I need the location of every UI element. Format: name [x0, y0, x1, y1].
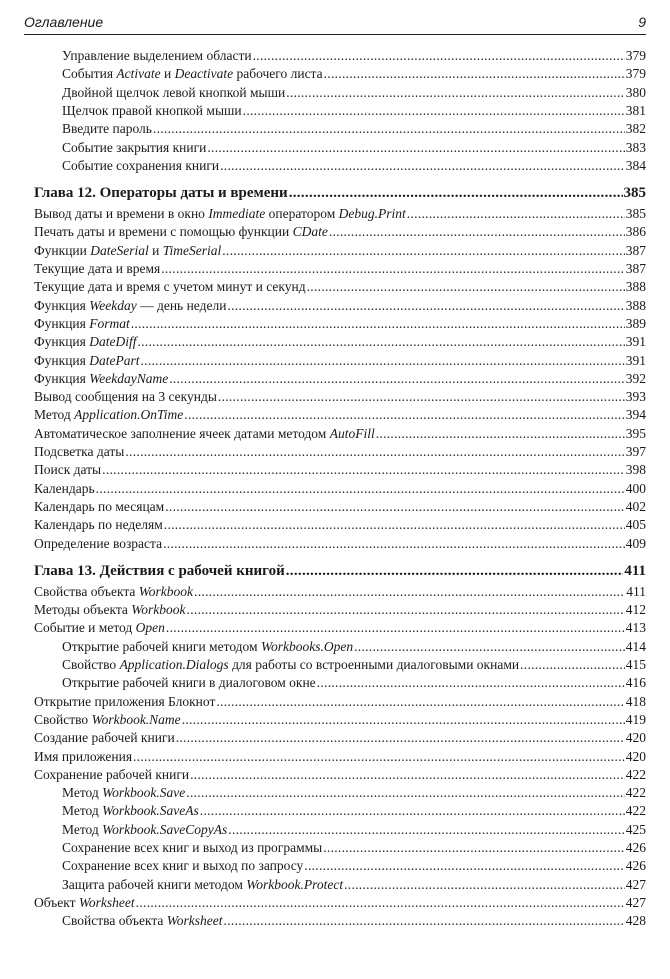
- toc-leader-dots: [304, 858, 624, 874]
- toc-leader-dots: [222, 243, 625, 259]
- toc-entry-title: [34, 243, 221, 259]
- toc-entry: [34, 334, 646, 352]
- toc-entry-text: Сохранение всех книг и выход по запросу: [62, 858, 304, 874]
- toc-leader-dots: [96, 481, 625, 497]
- toc-entry: [34, 462, 646, 480]
- toc-page-number: 420: [625, 730, 646, 746]
- toc-entry-text: Имя приложения: [34, 748, 133, 764]
- toc-entry-text: Метод: [62, 785, 103, 801]
- toc-page-number: 409: [625, 535, 646, 551]
- toc-entry-title: [62, 657, 519, 673]
- toc-entry-text: для работы со встроенными диалоговыми окнами: [228, 657, 520, 672]
- toc-entry-text: и: [148, 242, 163, 258]
- toc-entry-text: Функция: [34, 352, 90, 368]
- toc-entry-title: [62, 48, 252, 64]
- toc-entry-term: Application.OnTime: [74, 407, 184, 423]
- toc-entry-title: [62, 822, 227, 838]
- toc-entry: [62, 803, 646, 821]
- toc-entry: [62, 840, 646, 858]
- toc-entry-text: Подсветка даты: [34, 444, 125, 459]
- toc-leader-dots: [253, 48, 625, 64]
- toc-page-number: 382: [625, 121, 646, 137]
- toc-entry-title: [34, 767, 189, 783]
- toc-entry: [62, 85, 646, 103]
- toc-entry: [62, 103, 646, 121]
- toc-entry-title: [62, 803, 199, 819]
- toc-entry-term: Worksheet: [166, 913, 223, 929]
- toc-entry-term: Workbook.SaveAs: [102, 803, 199, 819]
- toc-page-number: 397: [625, 444, 646, 459]
- toc-page-number: 422: [625, 803, 646, 819]
- toc-entry-text: Свойства объекта: [34, 583, 139, 599]
- toc-entry-title: [34, 316, 130, 332]
- toc-page-number: 419: [625, 711, 646, 727]
- toc-leader-dots: [184, 407, 624, 423]
- toc-entry-text: Свойство: [62, 657, 120, 672]
- toc-entry: [34, 371, 646, 389]
- toc-page-number: 380: [625, 84, 646, 100]
- toc-entry-title: [34, 279, 306, 295]
- toc-entry: [34, 224, 646, 242]
- toc-page-number: 402: [625, 498, 646, 514]
- toc-entry: [34, 316, 646, 334]
- toc-entry-text: Вывод сообщения на 3 секунды: [34, 389, 217, 405]
- toc-leader-dots: [166, 620, 625, 636]
- toc-entry-title: [34, 261, 160, 277]
- toc-entry: [34, 584, 646, 602]
- toc-entry-term: Workbooks.Open: [260, 638, 354, 654]
- toc-entry-term: Format: [89, 315, 130, 331]
- toc-entry-title: [34, 536, 162, 552]
- toc-page-number: 427: [625, 894, 646, 910]
- toc-entry-title: [62, 877, 343, 893]
- toc-entry-text: — день недели: [136, 297, 227, 313]
- toc-entry-term: Activate: [116, 66, 161, 82]
- toc-page-number: 422: [625, 785, 646, 801]
- toc-entry-term: Worksheet: [78, 894, 135, 910]
- toc-leader-dots: [207, 140, 624, 156]
- toc-entry-title: [62, 840, 322, 856]
- toc-entry-title: [34, 481, 95, 497]
- toc-entry-text: Управление выделением области: [62, 48, 252, 63]
- toc-entry-text: Щелчок правой кнопкой мыши: [62, 102, 242, 118]
- toc-leader-dots: [187, 602, 625, 618]
- toc-entry: [62, 785, 646, 803]
- toc-leader-dots: [329, 224, 625, 240]
- toc-entry-title: [34, 730, 175, 746]
- toc-page-number: 412: [625, 602, 646, 618]
- toc-entry: [62, 48, 646, 66]
- toc-entry-text: Определение возраста: [34, 535, 163, 551]
- toc-entry-text: Вывод даты и времени в окно: [34, 206, 209, 222]
- toc-entry: [34, 389, 646, 407]
- toc-entry-text: Функция: [34, 315, 90, 331]
- toc-entry: [34, 895, 646, 913]
- toc-entry-title: [34, 389, 217, 405]
- toc-entry-text: Метод: [34, 407, 75, 423]
- toc-entry: [34, 426, 646, 444]
- toc-entry-text: оператором: [265, 206, 339, 222]
- toc-entry-text: Календарь по месяцам: [34, 498, 165, 514]
- toc-page-number: 391: [625, 352, 646, 368]
- toc-leader-dots: [131, 316, 625, 332]
- toc-page-number: 420: [625, 748, 646, 764]
- toc-entry-text: Сохранение рабочей книги: [34, 766, 190, 782]
- toc-entry-title: [34, 334, 136, 350]
- toc-entry-title: [34, 206, 406, 222]
- toc-entry-title: [34, 407, 183, 423]
- toc-entry: [62, 858, 646, 876]
- toc-page-number: 387: [625, 261, 646, 276]
- toc-entry-term: WeekdayName: [89, 370, 169, 386]
- toc-leader-dots: [317, 675, 625, 691]
- header-title: Оглавление: [24, 14, 104, 30]
- toc-entry-title: [34, 371, 168, 387]
- toc-entry-text: рабочего листа: [233, 66, 323, 82]
- header-page-number: 9: [638, 14, 646, 30]
- toc-entry-text: Свойство: [34, 711, 92, 727]
- toc-page-number: 379: [625, 48, 646, 63]
- toc-entry: [34, 730, 646, 748]
- toc-entry-title: [34, 620, 165, 636]
- toc-entry-term: CDate: [292, 224, 328, 240]
- toc-entry-title: [34, 224, 328, 240]
- toc-entry-term: AutoFill: [329, 425, 375, 441]
- toc-page-number: 388: [625, 279, 646, 295]
- toc-page-number: 418: [625, 693, 646, 709]
- toc-entry: [62, 913, 646, 931]
- toc-entry-text: Функция: [34, 370, 90, 386]
- toc-entry-title: [62, 140, 206, 156]
- toc-entry-term: DateSerial: [90, 242, 149, 258]
- toc-leader-dots: [520, 657, 625, 673]
- toc-page-number: 394: [625, 407, 646, 423]
- toc-leader-dots: [164, 517, 625, 533]
- toc-page-number: 426: [625, 858, 646, 874]
- toc-entry-title: [62, 639, 353, 655]
- toc-entry-text: Событие и метод: [34, 620, 136, 636]
- toc-leader-dots: [133, 749, 625, 765]
- toc-entry: [62, 675, 646, 693]
- toc-entry-text: События: [62, 66, 117, 82]
- toc-entry-title: [34, 426, 375, 442]
- toc-entry-text: Введите пароль: [62, 121, 152, 137]
- toc-entry-term: Workbook.Name: [91, 711, 181, 727]
- toc-entry-text: Поиск даты: [34, 462, 102, 478]
- toc-entry-term: Debug.Print: [338, 206, 406, 222]
- toc-leader-dots: [323, 840, 625, 856]
- toc-leader-dots: [407, 206, 625, 222]
- toc-entry-term: Deactivate: [174, 66, 234, 82]
- toc-entry-text: Двойной щелчок левой кнопкой мыши: [62, 84, 286, 100]
- toc-leader-dots: [140, 353, 624, 369]
- toc-page-number: 411: [624, 562, 646, 579]
- toc-entry-term: Workbook.Protect: [246, 876, 344, 892]
- toc-entry: [62, 140, 646, 158]
- toc-entry-title: [34, 298, 226, 314]
- toc-entry-text: Событие закрытия книги: [62, 139, 207, 155]
- toc-entry-text: Глава 13. Действия с рабочей книгой: [34, 562, 285, 579]
- toc-entry-text: Создание рабочей книги: [34, 730, 175, 746]
- toc-entry: [34, 407, 646, 425]
- toc-entry: [62, 657, 646, 675]
- toc-entry: [34, 749, 646, 767]
- toc-page-number: 422: [625, 766, 646, 782]
- toc-entry-text: Автоматическое заполнение ячеек датами методом: [34, 425, 330, 441]
- toc-page-number: 426: [625, 840, 646, 855]
- toc-page-number: 400: [625, 480, 646, 496]
- toc-entry-title: [34, 462, 101, 478]
- toc-leader-dots: [216, 694, 624, 710]
- toc-leader-dots: [190, 767, 625, 783]
- toc-leader-dots: [220, 158, 625, 174]
- toc-page-number: 391: [625, 334, 646, 350]
- toc-entry-text: Функция: [34, 334, 90, 350]
- toc-entry: [62, 121, 646, 139]
- toc-entry: [34, 499, 646, 517]
- toc-entry-text: Текущие дата и время: [34, 261, 161, 276]
- toc-entry: [62, 66, 646, 84]
- toc-entry-text: Метод: [62, 803, 103, 819]
- toc-entry: [34, 602, 646, 620]
- toc-leader-dots: [102, 462, 625, 478]
- toc-leader-dots: [376, 426, 625, 442]
- toc-leader-dots: [354, 639, 625, 655]
- toc-page-number: 385: [623, 185, 646, 202]
- toc-page-number: 413: [625, 620, 646, 636]
- toc-entry-title: [34, 712, 181, 728]
- toc-entry-text: Сохранение всех книг и выход из программы: [62, 840, 323, 855]
- toc-entry: [34, 517, 646, 535]
- toc-leader-dots: [218, 389, 625, 405]
- toc-leader-dots: [224, 913, 625, 929]
- toc-leader-dots: [153, 121, 625, 137]
- toc-entry-term: Workbook: [138, 583, 194, 599]
- toc-leader-dots: [136, 895, 625, 911]
- toc-entry-title: [34, 895, 135, 911]
- toc-entry: [34, 620, 646, 638]
- toc-entry-text: Открытие приложения Блокнот: [34, 693, 216, 709]
- toc-entry-title: [34, 499, 164, 515]
- toc-entry: [34, 206, 646, 224]
- toc-entry-text: Метод: [62, 821, 103, 837]
- toc-entry-title: [62, 103, 242, 119]
- toc-entry: [34, 279, 646, 297]
- toc-page-number: 416: [625, 675, 646, 691]
- toc-entry-term: Weekday: [89, 297, 137, 313]
- toc-page-number: 415: [625, 657, 646, 672]
- toc-entry-title: [62, 858, 303, 874]
- toc-entry: [34, 298, 646, 316]
- toc-leader-dots: [169, 371, 625, 387]
- toc-page-number: 389: [625, 315, 646, 331]
- toc-leader-dots: [243, 103, 625, 119]
- toc-leader-dots: [227, 298, 624, 314]
- toc-entry: [34, 261, 646, 279]
- toc-page-number: 385: [625, 206, 646, 222]
- toc-entry: [34, 767, 646, 785]
- toc-entry-text: Методы объекта: [34, 602, 132, 618]
- toc-page-number: 388: [625, 297, 646, 313]
- toc-leader-dots: [289, 185, 623, 202]
- toc-entry-text: Печать даты и времени с помощью функции: [34, 224, 293, 240]
- toc-entry-term: Immediate: [208, 206, 266, 222]
- toc-entry-text: Открытие рабочей книги методом: [62, 638, 261, 654]
- toc-entry-title: [62, 785, 185, 801]
- toc-entry-title: [34, 584, 193, 600]
- toc-entry-title: [34, 517, 163, 533]
- toc-page-number: 411: [626, 583, 646, 599]
- toc-leader-dots: [286, 563, 624, 580]
- toc-entry: [62, 639, 646, 657]
- toc-entry-term: Application.Dialogs: [119, 657, 229, 672]
- running-header: [24, 12, 646, 35]
- toc-page-number: 393: [625, 389, 646, 405]
- toc-leader-dots: [176, 730, 625, 746]
- toc-leader-dots: [344, 877, 625, 893]
- toc-entry-title: [34, 563, 285, 580]
- toc-entry-title: [34, 185, 288, 202]
- toc-entry-text: Календарь по неделям: [34, 517, 163, 533]
- toc-entry-term: Workbook: [131, 602, 186, 618]
- toc-page-number: 379: [625, 66, 646, 82]
- toc-entry-term: Open: [135, 620, 165, 636]
- toc-entry-title: [62, 158, 219, 174]
- toc-entry-text: Защита рабочей книги методом: [62, 876, 247, 892]
- toc-page-number: 384: [625, 157, 646, 173]
- toc-leader-dots: [161, 261, 625, 277]
- toc-entry-term: TimeSerial: [162, 242, 222, 258]
- toc-page-number: 427: [625, 876, 646, 892]
- toc-entry-text: и: [160, 66, 175, 82]
- toc-entry-title: [34, 694, 215, 710]
- toc-entry-text: Функция: [34, 297, 90, 313]
- toc-page-number: 383: [625, 139, 646, 155]
- toc-entry-text: Свойства объекта: [62, 913, 167, 929]
- toc-leader-dots: [137, 334, 624, 350]
- toc-entry-text: Функции: [34, 242, 91, 258]
- toc-page-number: 398: [625, 462, 646, 478]
- toc-leader-dots: [186, 785, 624, 801]
- toc-page-number: 386: [625, 224, 646, 240]
- toc-entry: [34, 481, 646, 499]
- toc-page-number: 395: [625, 425, 646, 441]
- toc-entry: [62, 877, 646, 895]
- toc-entry-text: Глава 12. Операторы даты и времени: [34, 185, 288, 202]
- toc-entry: [34, 243, 646, 261]
- toc-entry-text: Объект: [34, 894, 79, 910]
- toc-entry-text: Событие сохранения книги: [62, 157, 220, 173]
- toc-page-number: 381: [625, 102, 646, 118]
- toc-entry-title: [62, 85, 285, 101]
- toc-entry-title: [34, 444, 124, 460]
- toc-page-number: 425: [625, 821, 646, 837]
- toc-leader-dots: [324, 66, 625, 82]
- toc-leader-dots: [165, 499, 625, 515]
- toc-entry-title: [34, 602, 186, 618]
- toc-leader-dots: [200, 803, 625, 819]
- toc-leader-dots: [182, 712, 625, 728]
- toc-entry-title: [62, 66, 323, 82]
- toc-entry-term: DateDiff: [89, 334, 137, 350]
- toc-page-number: 414: [625, 638, 646, 654]
- toc-entry-title: [62, 121, 152, 137]
- toc-chapter-heading: [34, 185, 646, 205]
- toc-entry-term: Workbook.SaveCopyAs: [102, 821, 228, 837]
- toc-leader-dots: [286, 85, 625, 101]
- toc-page-number: 428: [625, 913, 646, 929]
- toc-page-number: 405: [625, 517, 646, 533]
- toc-entry-text: Текущие дата и время с учетом минут и секунд: [34, 279, 306, 295]
- toc-entry: [34, 353, 646, 371]
- toc-entry: [62, 158, 646, 176]
- toc-page-number: 392: [625, 370, 646, 386]
- toc-leader-dots: [163, 536, 625, 552]
- toc-chapter-heading: [34, 563, 646, 583]
- toc-leader-dots: [194, 584, 625, 600]
- toc-entry: [34, 712, 646, 730]
- toc-entry-term: DatePart: [89, 352, 140, 368]
- toc-leader-dots: [307, 279, 625, 295]
- toc-page-number: 387: [625, 242, 646, 258]
- toc-entry: [34, 694, 646, 712]
- toc-entry-text: Открытие рабочей книги в диалоговом окне: [62, 675, 316, 691]
- toc-entry-title: [62, 675, 316, 691]
- toc-leader-dots: [125, 444, 624, 460]
- toc-entry-title: [34, 353, 139, 369]
- toc-entry-title: [62, 913, 223, 929]
- toc-entry-term: Workbook.Save: [102, 785, 186, 801]
- toc-entry-title: [34, 749, 132, 765]
- toc-entry: [62, 822, 646, 840]
- toc-entry: [34, 536, 646, 554]
- toc-entry-text: Календарь: [34, 480, 95, 496]
- toc-leader-dots: [228, 822, 624, 838]
- toc-entry: [34, 444, 646, 462]
